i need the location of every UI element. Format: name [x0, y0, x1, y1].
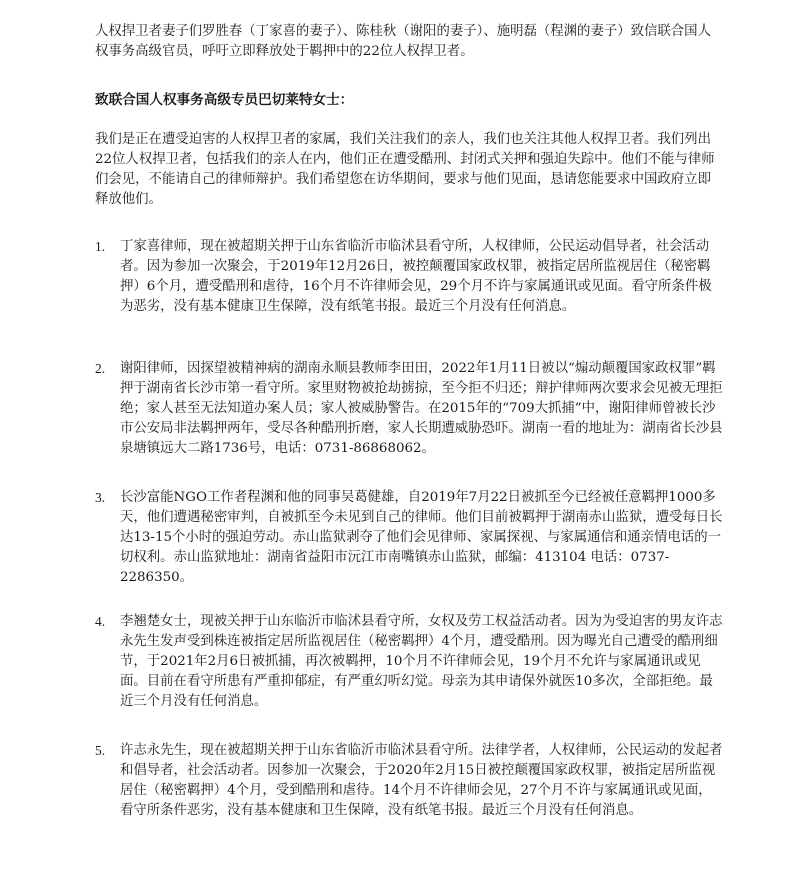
list-item-number: 5.: [95, 743, 106, 758]
list-item-number: 3.: [95, 490, 106, 505]
intro-paragraph: 人权捍卫者妻子们罗胜春（丁家喜的妻子）、陈桂秋（谢阳的妻子）、施明磊（程渊的妻子）致信联合国人权事务高级官员，呼吁立即释放处于羁押中的22位人权捍卫者。: [95, 24, 711, 59]
list-item-text: 李翘楚女士，现被关押于山东临沂市临沭县看守所，女权及劳工权益活动者。因为为受迫害的男友许志永先生发声受到株连被指定居所监视居住（秘密羁押）4个月，遭受酷刑。因为曝光自己遭受的酷刑细节，于2021年2月6日被抓捕，再次被羁押，10个月不许律师会见，19个月不允许与家属通讯或见面。目前在看守所患有严重抑郁症，有严重幻听幻觉。母亲为其申请保外就医10多次，全部拒绝。最近三个月没有任何消息。: [120, 614, 723, 709]
list-item-text: 许志永先生，现在被超期关押于山东省临沂市临沭县看守所。法律学者，人权律师，公民运动的发起者和倡导者，社会活动者。因参加一次聚会，于2020年2月15日被控颠覆国家政权罪，被指定居所监视居住（秘密羁押）4个月，受到酷刑和虐待。14个月不许律师会见，27个月不许与家属通讯或见面，看守所条件恶劣，没有基本健康和卫生保障，没有纸笔书报。最近三个月没有任何消息。: [120, 743, 723, 818]
list-item-text: 丁家喜律师，现在被超期关押于山东省临沂市临沭县看守所，人权律师，公民运动倡导者，社会活动者。因为参加一次聚会，于2019年12月26日，被控颠覆国家政权罪，被指定居所监视居住（秘密羁押）6个月，遭受酷刑和虐待，16个月不许律师会见，29个月不许与家属通讯或见面。看守所条件极为恶劣，没有基本健康卫生保障，没有纸笔书报。最近三个月没有任何消息。: [120, 239, 712, 314]
list-item-text: 长沙富能NGO工作者程渊和他的同事吴葛健雄，自2019年7月22日被抓至今已经被任意羁押1000多天，他们遭遇秘密审判，自被抓至今未见到自己的律师。他们目前被羁押于湖南赤山监狱，遭受每日长达13-15个小时的强迫劳动。赤山监狱剥夺了他们会见律师、家属探视、与家属通信和通亲情电话的一切权利。赤山监狱地址：湖南省益阳市沅江市南嘴镇赤山监狱，邮编：413104 电话：0737-2286350。: [120, 490, 723, 585]
body-paragraph: 我们是正在遭受迫害的人权捍卫者的家属，我们关注我们的亲人，我们也关注其他人权捍卫者。我们列出22位人权捍卫者，包括我们的亲人在内，他们正在遭受酷刑、封闭式关押和强迫失踪中。他们不能与律师们会见，不能请自己的律师辩护。我们希望您在访华期间，要求与他们见面，恳请您能要求中国政府立即释放他们。: [95, 132, 715, 207]
list-item-number: 2.: [95, 361, 106, 376]
list-item-number: 1.: [95, 239, 106, 254]
salutation-heading: 致联合国人权事务高级专员巴切莱特女士：: [95, 92, 354, 108]
list-item-text: 谢阳律师，因探望被精神病的湖南永顺县教师李田田，2022年1月11日被以“煽动颠覆国家政权罪”羁押于湖南省长沙市第一看守所。家里财物被抢劫掳掠，至今拒不归还；辩护律师两次要求会见被无理拒绝；家人甚至无法知道办案人员；家人被威胁警告。在2015年的“709大抓捕”中，谢阳律师曾被长沙市公安局非法羁押两年，受尽各种酷刑折磨，家人长期遭威胁恐吓。湖南一看的地址为：湖南省长沙县泉塘镇远大二路1736号，电话：0731-86868062。: [120, 361, 723, 456]
list-item-number: 4.: [95, 614, 106, 629]
